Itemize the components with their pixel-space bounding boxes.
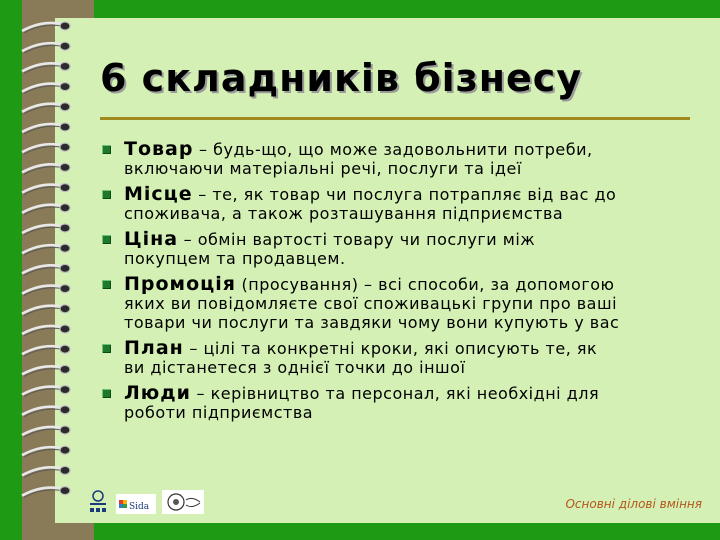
spiral-ring xyxy=(22,264,70,275)
bullet-term: Місце xyxy=(124,183,193,205)
square-bullet-icon xyxy=(102,145,111,154)
bullet-description-continued: включаючи матеріальні речі, послуги та ідеї xyxy=(124,159,522,178)
spiral-ring xyxy=(22,466,70,477)
spiral-ring xyxy=(22,22,70,33)
spiral-ring xyxy=(22,365,70,376)
spiral-ring xyxy=(22,285,70,296)
spiral-ring xyxy=(22,62,70,73)
spiral-ring xyxy=(22,163,70,174)
spiral-ring xyxy=(22,325,70,336)
spiral-ring xyxy=(22,244,70,255)
spiral-ring xyxy=(22,487,70,498)
spiral-ring xyxy=(22,345,70,356)
partner-emblem-logo xyxy=(162,490,204,514)
spiral-ring xyxy=(22,426,70,437)
ilo-logo xyxy=(90,491,106,512)
spiral-ring xyxy=(22,184,70,195)
partner-logos xyxy=(86,488,206,516)
spiral-ring xyxy=(22,42,70,53)
bullet-term: Промоція xyxy=(124,273,236,295)
spiral-ring xyxy=(22,143,70,154)
bullet-description-continued: роботи підприємства xyxy=(124,403,314,422)
bullet-description-continued: покупцем та продавцем. xyxy=(124,249,346,268)
spiral-ring xyxy=(22,406,70,417)
square-bullet-icon xyxy=(102,280,111,289)
bullet-item-people xyxy=(100,384,712,422)
bullet-term: План xyxy=(124,337,184,359)
spiral-ring xyxy=(22,123,70,134)
bullet-item-product xyxy=(100,140,712,178)
bullet-description-continued: ви дістанетеся з однієї точки до іншої xyxy=(124,358,466,377)
square-bullet-icon xyxy=(102,190,111,199)
spiral-ring xyxy=(22,386,70,397)
sida-logo xyxy=(116,494,156,514)
bullet-description-continued: товари чи послуги та завдяки чому вони купують у вас xyxy=(124,313,620,332)
title-underline xyxy=(100,117,690,120)
bullet-description: – те, як товар чи послуга потрапляє від вас до xyxy=(192,185,617,204)
sida-logo-text: Sida xyxy=(129,502,150,512)
slide-title: 6 складників бізнесу xyxy=(100,56,583,100)
spiral-ring xyxy=(22,224,70,235)
bullet-item-price xyxy=(100,230,712,268)
bullet-description: (просування) – всі способи, за допомогою xyxy=(235,275,615,294)
bullet-description: – керівництво та персонал, які необхідні для xyxy=(190,384,600,403)
square-bullet-icon xyxy=(102,344,111,353)
bullet-description-continued: яких ви повідомляєте свої споживацькі групи про ваші xyxy=(124,294,618,313)
bullet-list xyxy=(100,140,712,429)
spiral-ring xyxy=(22,204,70,215)
bullet-description-continued: споживача, а також розташування підприємства xyxy=(124,204,564,223)
bullet-item-plan xyxy=(100,339,712,377)
square-bullet-icon xyxy=(102,389,111,398)
bullet-description: – обмін вартості товару чи послуги між xyxy=(178,230,536,249)
bullet-term: Люди xyxy=(124,382,191,404)
bullet-item-place xyxy=(100,185,712,223)
spiral-ring xyxy=(22,446,70,457)
bullet-description: – будь-що, що може задовольнити потреби, xyxy=(193,140,593,159)
bullet-item-promotion xyxy=(100,275,712,332)
spiral-ring xyxy=(22,83,70,94)
bullet-term: Товар xyxy=(124,138,194,160)
bullet-term: Ціна xyxy=(124,228,179,250)
spiral-ring xyxy=(22,103,70,114)
spiral-ring xyxy=(22,305,70,316)
spiral-rings xyxy=(18,14,88,519)
square-bullet-icon xyxy=(102,235,111,244)
bullet-description: – цілі та конкретні кроки, які описують те, як xyxy=(183,339,598,358)
footer-caption: Основні ділові вміння xyxy=(565,497,702,511)
